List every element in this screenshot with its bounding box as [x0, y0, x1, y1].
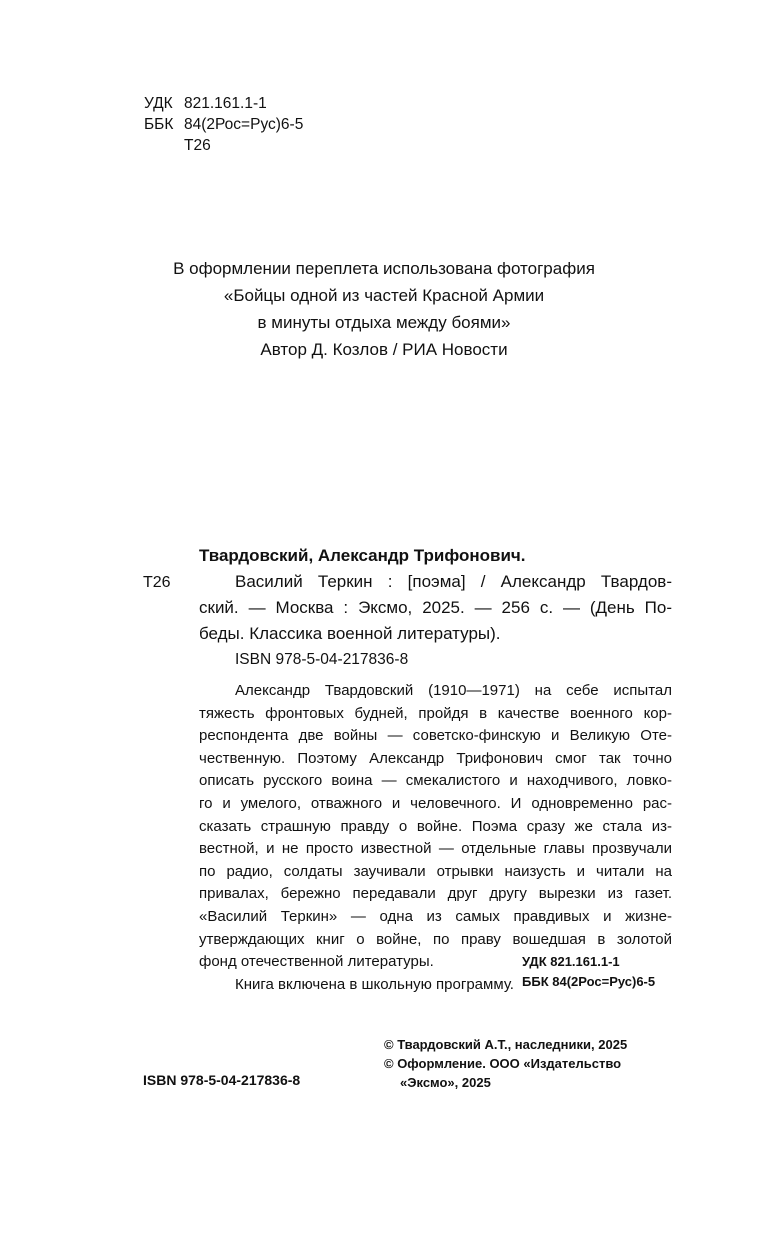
- bibliographic-description: [199, 569, 672, 647]
- annotation-line: привалах, бережно передавали друг другу вырезки из газет.: [199, 885, 672, 903]
- bbk-label: ББК: [144, 116, 174, 133]
- annotation-line: фонд отечественной литературы.: [199, 953, 434, 971]
- copyright-line: © Твардовский А.Т., наследники, 2025: [384, 1037, 628, 1052]
- bbk-row: [144, 114, 303, 135]
- catalog-isbn: ISBN 978-5-04-217836-8: [235, 651, 409, 668]
- catalog-mark: Т26: [143, 574, 171, 591]
- annotation-line: «Василий Теркин» — одна из самых правдивых и жизне-: [199, 907, 672, 925]
- bottom-udk: УДК 821.161.1-1: [522, 954, 620, 969]
- annotation-line: Книга включена в школьную программу.: [235, 975, 514, 993]
- annotation-line: утверждающих книг о войне, по праву вошедшая в золотой: [199, 930, 672, 948]
- annotation-line: чественную. Поэтому Александр Трифонович смог так точно: [199, 749, 672, 767]
- udk-value: 821.161.1-1: [184, 95, 267, 112]
- biblio-line: ский. — Москва : Эксмо, 2025. — 256 с. — (День По-: [199, 598, 672, 617]
- bottom-classification-codes: [522, 952, 655, 992]
- cover-photo-credit: [0, 255, 768, 363]
- annotation: [199, 680, 672, 996]
- bbk-value: 84(2Рос=Рус)6-5: [184, 116, 304, 133]
- annotation-line: вестной, и не просто известной — отдельные главы прозвучали: [199, 840, 672, 858]
- annotation-line: сказать страшную правду о войне. Поэма сразу же стала из-: [199, 817, 672, 835]
- credit-line: «Бойцы одной из частей Красной Армии: [223, 286, 545, 305]
- udk-row: [144, 93, 303, 114]
- copyright-line: «Эксмо», 2025: [400, 1075, 491, 1090]
- bottom-bbk: ББК 84(2Рос=Рус)6-5: [522, 974, 656, 989]
- classification-codes: [144, 93, 303, 156]
- author-mark-row: [144, 135, 303, 156]
- copyright-line: © Оформление. ООО «Издательство: [384, 1056, 622, 1071]
- credit-line: В оформлении переплета использована фотография: [173, 259, 595, 278]
- credit-line: Автор Д. Козлов / РИА Новости: [260, 340, 508, 359]
- author-heading: Твардовский, Александр Трифонович.: [199, 546, 526, 565]
- biblio-line: Василий Теркин : [поэма] / Александр Твардов-: [235, 572, 672, 591]
- annotation-line: го и умелого, отважного и человечного. И одновременно рас-: [199, 794, 672, 812]
- annotation-line: респондента две войны — советско-финскую и Великую Оте-: [199, 727, 672, 745]
- annotation-line: по радио, солдаты заучивали отрывки наизусть и читали на: [199, 862, 672, 880]
- annotation-line: описать русского воина — смекалистого и находчивого, ловко-: [199, 772, 672, 790]
- credit-line: в минуты отдыха между боями»: [257, 313, 511, 332]
- udk-label: УДК: [144, 95, 173, 112]
- annotation-line: тяжесть фронтовых будней, пройдя в качестве военного кор-: [199, 704, 672, 722]
- annotation-line: Александр Твардовский (1910—1971) на себе испытал: [235, 682, 672, 699]
- bottom-isbn: ISBN 978-5-04-217836-8: [143, 1072, 301, 1088]
- biblio-line: беды. Классика военной литературы).: [199, 624, 501, 643]
- copyright-block: [384, 1035, 627, 1092]
- author-mark: Т26: [184, 137, 211, 154]
